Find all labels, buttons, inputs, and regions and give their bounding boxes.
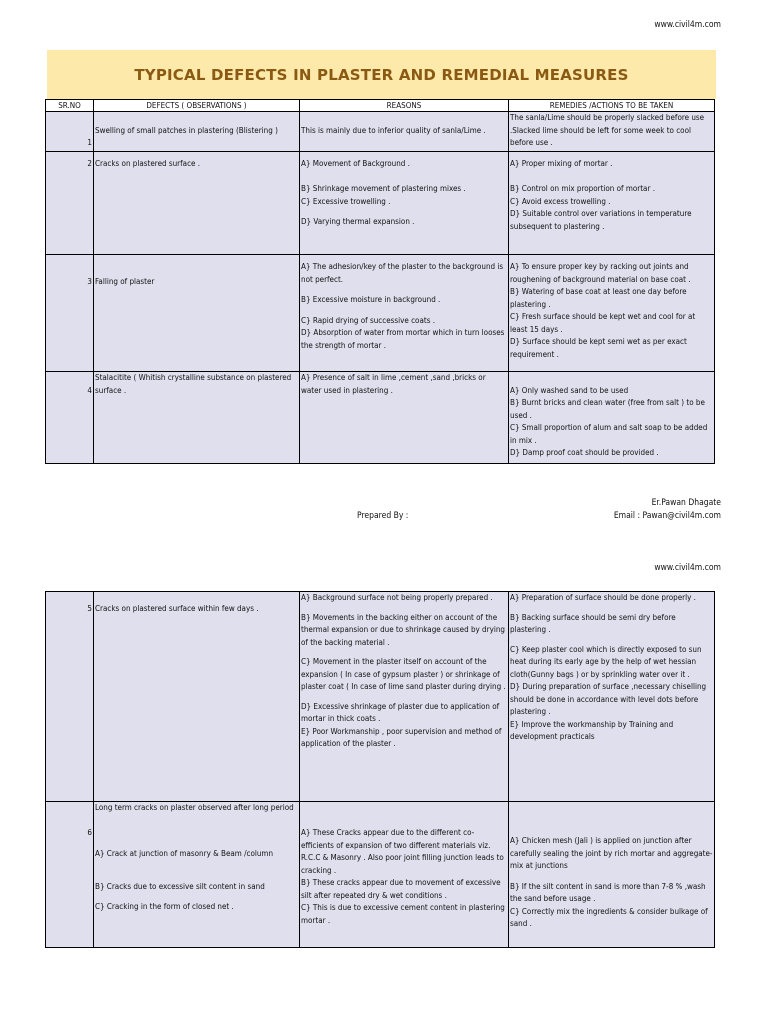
reason-cell: A} Movement of Background . B} Shrinkage movement of plastering mixes . C} Excessive trowelling . D} Varying thermal expansion . (300, 152, 509, 255)
reason-cell: A} Presence of salt in lime ,cement ,sand ,bricks or water used in plastering . (300, 372, 509, 464)
site-url-bottom: www.civil4m.com (654, 563, 721, 573)
remedy-cell: A} Chicken mesh (Jali ) is applied on junction after carefully sealing the joint by rich mortar and aggregate-mix at junctions B} If the silt content in sand is more than 7-8 % ,wash the sand before usage . C} Correctly mix the ingredients & consider bulkage of sand . (509, 802, 715, 948)
defects-table-2 (45, 591, 715, 948)
row-number: 2 (46, 152, 94, 255)
defects-table-1 (45, 99, 715, 464)
defect-cell: Falling of plaster (94, 255, 300, 372)
table-row (46, 255, 715, 372)
defect-cell: Swelling of small patches in plastering (Blistering ) (94, 112, 300, 152)
remedy-cell: A} To ensure proper key by racking out joints and roughening of background material on base coat . B} Watering of base coat at least one day before plastering . C} Fresh surface should be kept wet and cool for at least 15 days . D} Surface should be kept semi wet as per exact requirement . (509, 255, 715, 372)
remedy-cell: A} Proper mixing of mortar . B} Control on mix proportion of mortar . C} Avoid excess trowelling . D} Suitable control over variations in temperature subsequent to plastering . (509, 152, 715, 255)
table-row (46, 802, 715, 948)
reason-cell: A} These Cracks appear due to the different co-efficients of expansion of two different materials viz. R.C.C & Masonry . Also poor joint filling junction leads to cracking . B} These cracks appear due to movement of excessive silt after repeated dry & wet conditions . C} This is due to excessive cement content in plastering mortar . (300, 802, 509, 948)
row-number: 5 (46, 592, 94, 802)
row-number: 6 (46, 802, 94, 948)
col-header-remedies: REMEDIES /ACTIONS TO BE TAKEN (509, 100, 715, 112)
row-number: 3 (46, 255, 94, 372)
row-number: 1 (46, 112, 94, 152)
site-url-top: www.civil4m.com (654, 20, 721, 30)
defect-cell: Long term cracks on plaster observed after long period A} Crack at junction of masonry & Beam /column B} Cracks due to excessive silt content in sand C} Cracking in the form of closed net . (94, 802, 300, 948)
table-header-row (46, 100, 715, 112)
remedy-cell: A} Preparation of surface should be done properly . B} Backing surface should be semi dry before plastering . C} Keep plaster cool which is directly exposed to sun heat during its early age by the help of wet hessian cloth(Gunny bags ) or by sprinkling water over it . D} During preparation of surface ,necessary chiselling should be done in accordance with level dots before plastering . E} Improve the workmanship by Training and development practicals (509, 592, 715, 802)
table-row (46, 592, 715, 802)
remedy-cell: The sanla/Lime should be properly slacked before use .Slacked lime should be left for some week to cool before use . (509, 112, 715, 152)
col-header-srno: SR.NO (46, 100, 94, 112)
author-email: Email : Pawan@civil4m.com (613, 511, 721, 521)
col-header-defects: DEFECTS ( OBSERVATIONS ) (94, 100, 300, 112)
title-banner (47, 50, 716, 99)
table-row (46, 112, 715, 152)
page-title: TYPICAL DEFECTS IN PLASTER AND REMEDIAL MEASURES (134, 65, 629, 84)
table-row (46, 152, 715, 255)
remedy-cell: A} Only washed sand to be used B} Burnt bricks and clean water (free from salt ) to be used . C} Small proportion of alum and salt soap to be added in mix . D} Damp proof coat should be provided . (509, 372, 715, 464)
reason-cell: A} The adhesion/key of the plaster to the background is not perfect. B} Excessive moisture in background . C} Rapid drying of successive coats . D} Absorption of water from mortar which in turn looses the strength of mortar . (300, 255, 509, 372)
col-header-reasons: REASONS (300, 100, 509, 112)
defect-cell: Cracks on plastered surface within few days . (94, 592, 300, 802)
table-row (46, 372, 715, 464)
prepared-by-label: Prepared By : (357, 511, 409, 521)
reason-cell: This is mainly due to inferior quality of sanla/Lime . (300, 112, 509, 152)
row-number: 4 (46, 372, 94, 464)
author-name: Er.Pawan Dhagate (651, 498, 721, 508)
reason-cell: A} Background surface not being properly prepared . B} Movements in the backing either on account of the thermal expansion or due to shrinkage caused by drying of the backing material . C} Movement in the plaster itself on account of the expansion ( In case of gypsum plaster ) or shrinkage of plaster coat ( In case of lime sand plaster during drying . D} Excessive shrinkage of plaster due to application of mortar in thick coats . E} Poor Workmanship , poor supervision and method of application of the plaster . (300, 592, 509, 802)
defect-cell: Cracks on plastered surface . (94, 152, 300, 255)
defect-cell: Stalacitite ( Whitish crystalline substance on plastered surface . (94, 372, 300, 464)
